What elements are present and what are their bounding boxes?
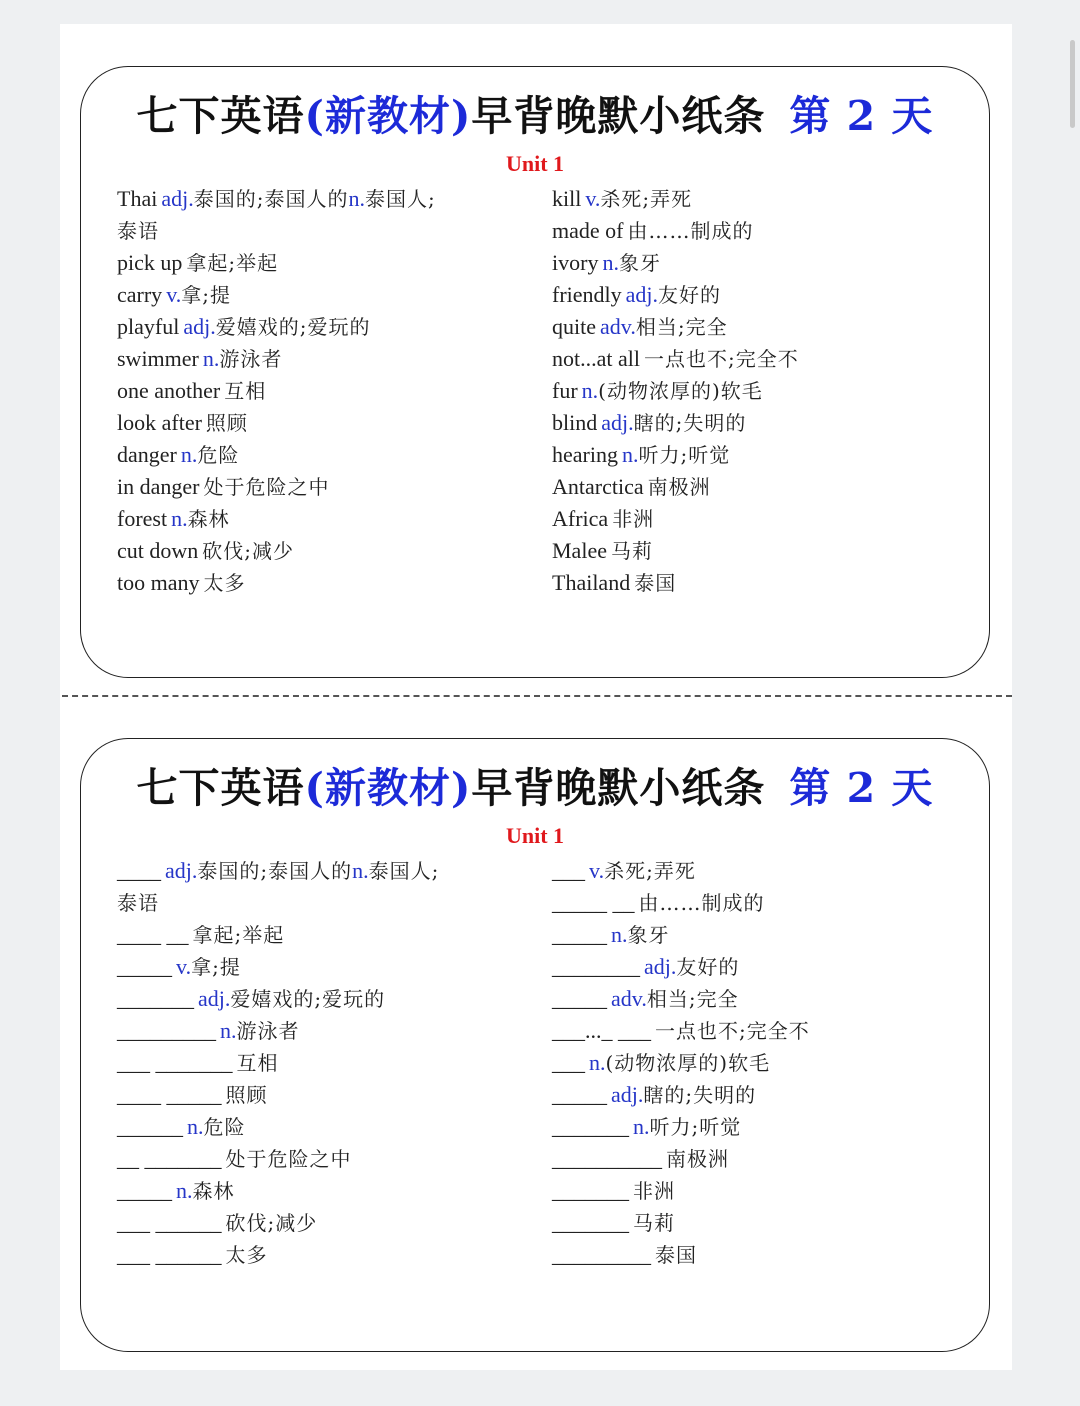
- cut-line: [62, 695, 1012, 697]
- vocab-meaning: 由……制成的: [627, 219, 754, 243]
- vocab-row: [552, 407, 972, 439]
- vocab-word: _____: [552, 1082, 607, 1107]
- unit-label: Unit 1: [505, 823, 565, 848]
- vocab-meaning: 听力;听觉: [638, 443, 731, 467]
- part-of-speech: n.: [176, 1178, 193, 1203]
- vocab-row: [552, 855, 972, 887]
- part-of-speech: n.: [602, 250, 619, 275]
- vocab-meaning: 泰国人;: [364, 187, 436, 211]
- vocab-row: [117, 1079, 527, 1111]
- vocab-word: ___: [552, 1050, 585, 1075]
- vocab-column-right: [552, 183, 972, 599]
- vocab-row: [552, 279, 972, 311]
- vocab-meaning: 拿起;举起: [186, 251, 279, 275]
- worksheet-page: [60, 24, 1012, 1370]
- vocab-word: one another: [117, 378, 221, 403]
- vocab-row: [117, 343, 527, 375]
- vocab-meaning: 危险: [197, 443, 240, 467]
- vocab-row: [117, 279, 527, 311]
- quiz-column-right: [552, 855, 972, 1271]
- vocab-row: [552, 1111, 972, 1143]
- vocab-row: [117, 855, 527, 887]
- vocab-row: [552, 375, 972, 407]
- vocab-word: pick up: [117, 250, 183, 275]
- part-of-speech: adj.: [611, 1082, 644, 1107]
- vocab-row: [117, 1239, 527, 1271]
- vocab-meaning: 象牙: [627, 923, 670, 947]
- vocab-meaning: 太多: [225, 1243, 268, 1267]
- vocab-word: fur: [552, 378, 578, 403]
- part-of-speech: n.: [633, 1114, 650, 1139]
- vocab-row: [552, 503, 972, 535]
- vocab-word: ___..._ ___: [552, 1018, 651, 1043]
- vocab-row: [552, 471, 972, 503]
- vocab-row: [552, 1207, 972, 1239]
- part-of-speech: v.: [585, 186, 601, 211]
- vocab-row: [117, 407, 527, 439]
- part-of-speech: adv.: [611, 986, 647, 1011]
- vocab-meaning: 处于危险之中: [203, 475, 330, 499]
- vocab-meaning: 友好的: [676, 955, 740, 979]
- vocab-meaning: 泰国: [655, 1243, 697, 1267]
- vocab-row: [552, 215, 972, 247]
- vocab-word: Antarctica: [552, 474, 644, 499]
- vocab-row: [552, 343, 972, 375]
- vocab-meaning: 泰国人;: [368, 859, 440, 883]
- vocab-meaning: 森林: [192, 1179, 235, 1203]
- vocab-word: ___ ______: [117, 1242, 222, 1267]
- vocab-meaning: 马莉: [633, 1211, 675, 1235]
- vocab-row: [117, 1111, 527, 1143]
- part-of-speech: n.: [220, 1018, 237, 1043]
- vocab-word: _______: [117, 986, 194, 1011]
- vocab-row: [552, 1047, 972, 1079]
- vocab-word: kill: [552, 186, 582, 211]
- vocab-meaning: 泰国的;泰国人的: [193, 187, 349, 211]
- vocab-meaning: 拿;提: [181, 283, 232, 307]
- vocab-meaning: 砍伐;减少: [225, 1211, 318, 1235]
- part-of-speech: v.: [176, 954, 192, 979]
- title-rest: 早背晚默小纸条: [471, 764, 766, 812]
- vocab-row: [117, 215, 527, 247]
- vocab-meaning: 森林: [187, 507, 230, 531]
- vocab-row: [552, 919, 972, 951]
- vocab-meaning: 互相: [236, 1051, 279, 1075]
- part-of-speech: adj.: [161, 186, 194, 211]
- vocab-meaning: 互相: [224, 379, 267, 403]
- vocab-word: ______: [117, 1114, 183, 1139]
- vocab-meaning: 瞎的;失明的: [643, 1083, 757, 1107]
- part-of-speech: adj.: [198, 986, 231, 1011]
- vocab-meaning: 非洲: [612, 507, 655, 531]
- vocab-row: [552, 535, 972, 567]
- vocab-meaning: 处于危险之中: [225, 1147, 352, 1171]
- part-of-speech: adj.: [625, 282, 659, 307]
- vocab-word: Thai: [117, 186, 158, 211]
- vocab-word: not...at all: [552, 346, 640, 371]
- vocab-word: Africa: [552, 506, 609, 531]
- vocab-meaning: (动物浓厚的)软毛: [605, 1051, 771, 1075]
- vocab-meaning: 拿;提: [191, 955, 241, 979]
- vocab-word: _____: [117, 954, 172, 979]
- vocab-meaning: 拿起;举起: [192, 923, 285, 947]
- vocab-row: [552, 1015, 972, 1047]
- vocab-word: _______: [552, 1178, 629, 1203]
- vocab-row: [117, 471, 527, 503]
- part-of-speech: adj.: [183, 314, 216, 339]
- part-of-speech: adv.: [600, 314, 636, 339]
- vocab-meaning: 泰语: [117, 219, 159, 243]
- quiz-column-left: [117, 855, 527, 1271]
- part-of-speech: n.: [180, 442, 198, 467]
- vocab-meaning: 友好的: [658, 283, 722, 307]
- part-of-speech: n.: [589, 1050, 606, 1075]
- vocab-meaning: 一点也不;完全不: [643, 347, 799, 371]
- vocab-word: _____: [117, 1178, 172, 1203]
- vocab-word: ________: [552, 954, 640, 979]
- vocab-meaning: 危险: [203, 1115, 246, 1139]
- vocab-row: [552, 567, 972, 599]
- vocab-row: [117, 1015, 527, 1047]
- part-of-speech: n.: [348, 186, 365, 211]
- vocab-word: __ _______: [117, 1146, 222, 1171]
- vocab-row: [552, 1175, 972, 1207]
- vocab-row: [552, 1079, 972, 1111]
- vocab-row: [552, 247, 972, 279]
- vocab-meaning: 泰语: [117, 891, 159, 915]
- vocab-word: Malee: [552, 538, 607, 563]
- part-of-speech: adj.: [165, 858, 198, 883]
- vocab-meaning: 由……制成的: [638, 891, 765, 915]
- vocab-meaning: 瞎的;失明的: [633, 411, 747, 435]
- vocab-row: [117, 983, 527, 1015]
- vocab-row: [552, 183, 972, 215]
- unit-label: Unit 1: [505, 151, 565, 176]
- vocab-row: [552, 983, 972, 1015]
- vocab-row: [552, 439, 972, 471]
- vocab-row: [552, 1143, 972, 1175]
- vocab-meaning: 象牙: [618, 251, 661, 275]
- vocab-row: [552, 1239, 972, 1271]
- vocab-word: _____: [552, 922, 607, 947]
- vocab-word: forest: [117, 506, 168, 531]
- vocab-word: _____ __: [552, 890, 635, 915]
- vocab-word: blind: [552, 410, 598, 435]
- vocab-word: _________: [552, 1242, 651, 1267]
- vocab-word: too many: [117, 570, 200, 595]
- part-of-speech: n.: [611, 922, 628, 947]
- vocab-meaning: 照顾: [225, 1083, 268, 1107]
- vocab-word: playful: [117, 314, 180, 339]
- vocab-row: [117, 247, 527, 279]
- part-of-speech: v.: [589, 858, 605, 883]
- vocab-meaning: 泰国的;泰国人的: [197, 859, 353, 883]
- vocab-meaning: 爱嬉戏的;爱玩的: [215, 315, 371, 339]
- vocab-word: ____ _____: [117, 1082, 222, 1107]
- vocab-meaning: 爱嬉戏的;爱玩的: [230, 987, 386, 1011]
- title-rest: 早背晚默小纸条: [471, 92, 766, 140]
- vocab-word: ____ __: [117, 922, 189, 947]
- vocab-word: cut down: [117, 538, 199, 563]
- vocab-word: swimmer: [117, 346, 199, 371]
- title-day: 第 2 天: [789, 92, 934, 140]
- vocab-row: [117, 887, 527, 919]
- vocab-row: [552, 951, 972, 983]
- vocab-word: _______: [552, 1114, 629, 1139]
- part-of-speech: n.: [581, 378, 599, 403]
- vocab-word: danger: [117, 442, 177, 467]
- vocab-word: friendly: [552, 282, 622, 307]
- scrollbar-thumb[interactable]: [1070, 40, 1075, 128]
- vocab-row: [117, 311, 527, 343]
- card-title: [81, 83, 989, 142]
- vocab-word: _________: [117, 1018, 216, 1043]
- vocab-meaning: (动物浓厚的)软毛: [598, 379, 763, 403]
- vocab-meaning: 泰国: [634, 571, 677, 595]
- vocab-word: Thailand: [552, 570, 631, 595]
- vocab-meaning: 游泳者: [236, 1019, 300, 1043]
- title-main: 七下英语: [136, 764, 305, 812]
- vocab-word: look after: [117, 410, 202, 435]
- vocab-word: in danger: [117, 474, 200, 499]
- vocab-row: [552, 887, 972, 919]
- vocab-word: carry: [117, 282, 163, 307]
- part-of-speech: n.: [187, 1114, 204, 1139]
- vocab-row: [117, 919, 527, 951]
- quiz-card: [80, 738, 990, 1352]
- vocab-row: [117, 1175, 527, 1207]
- vocab-row: [117, 503, 527, 535]
- vocab-word: __________: [552, 1146, 662, 1171]
- vocab-row: [117, 375, 527, 407]
- vocab-meaning: 砍伐;减少: [202, 539, 295, 563]
- vocab-meaning: 一点也不;完全不: [655, 1019, 810, 1043]
- vocab-meaning: 游泳者: [219, 347, 283, 371]
- title-paren: (新教材): [304, 764, 472, 812]
- part-of-speech: v.: [166, 282, 182, 307]
- part-of-speech: n.: [202, 346, 220, 371]
- title-main: 七下英语: [136, 92, 305, 140]
- part-of-speech: adj.: [644, 954, 677, 979]
- vocab-row: [117, 1047, 527, 1079]
- vocab-word: quite: [552, 314, 596, 339]
- card-title: [81, 755, 989, 814]
- vocab-meaning: 相当;完全: [635, 315, 728, 339]
- title-day: 第 2 天: [789, 764, 934, 812]
- vocab-word: made of: [552, 218, 624, 243]
- vocab-meaning: 照顾: [205, 411, 248, 435]
- vocab-column-left: [117, 183, 527, 599]
- vocab-word: ivory: [552, 250, 599, 275]
- part-of-speech: n.: [621, 442, 639, 467]
- vocab-meaning: 非洲: [633, 1179, 675, 1203]
- vocab-word: ____: [117, 858, 161, 883]
- part-of-speech: n.: [352, 858, 369, 883]
- part-of-speech: n.: [171, 506, 188, 531]
- part-of-speech: adj.: [601, 410, 634, 435]
- vocab-word: ___ ______: [117, 1210, 222, 1235]
- vocab-word: ___: [552, 858, 585, 883]
- vocab-row: [117, 183, 527, 215]
- vocab-row: [117, 567, 527, 599]
- vocab-row: [117, 951, 527, 983]
- vocab-row: [552, 311, 972, 343]
- vocab-meaning: 相当;完全: [646, 987, 739, 1011]
- vocab-word: _____: [552, 986, 607, 1011]
- vocab-word: ___ _______: [117, 1050, 233, 1075]
- vocab-row: [117, 535, 527, 567]
- vocab-row: [117, 439, 527, 471]
- study-card: [80, 66, 990, 678]
- vocab-meaning: 听力;听觉: [649, 1115, 742, 1139]
- title-paren: (新教材): [304, 92, 472, 140]
- vocab-meaning: 杀死;弄死: [604, 859, 696, 883]
- vocab-meaning: 太多: [203, 571, 246, 595]
- vocab-meaning: 杀死;弄死: [600, 187, 693, 211]
- vocab-word: hearing: [552, 442, 618, 467]
- vocab-meaning: 马莉: [610, 539, 653, 563]
- vocab-word: _______: [552, 1210, 629, 1235]
- vocab-meaning: 南极洲: [666, 1147, 729, 1171]
- vocab-meaning: 南极洲: [647, 475, 711, 499]
- vocab-row: [117, 1207, 527, 1239]
- vocab-row: [117, 1143, 527, 1175]
